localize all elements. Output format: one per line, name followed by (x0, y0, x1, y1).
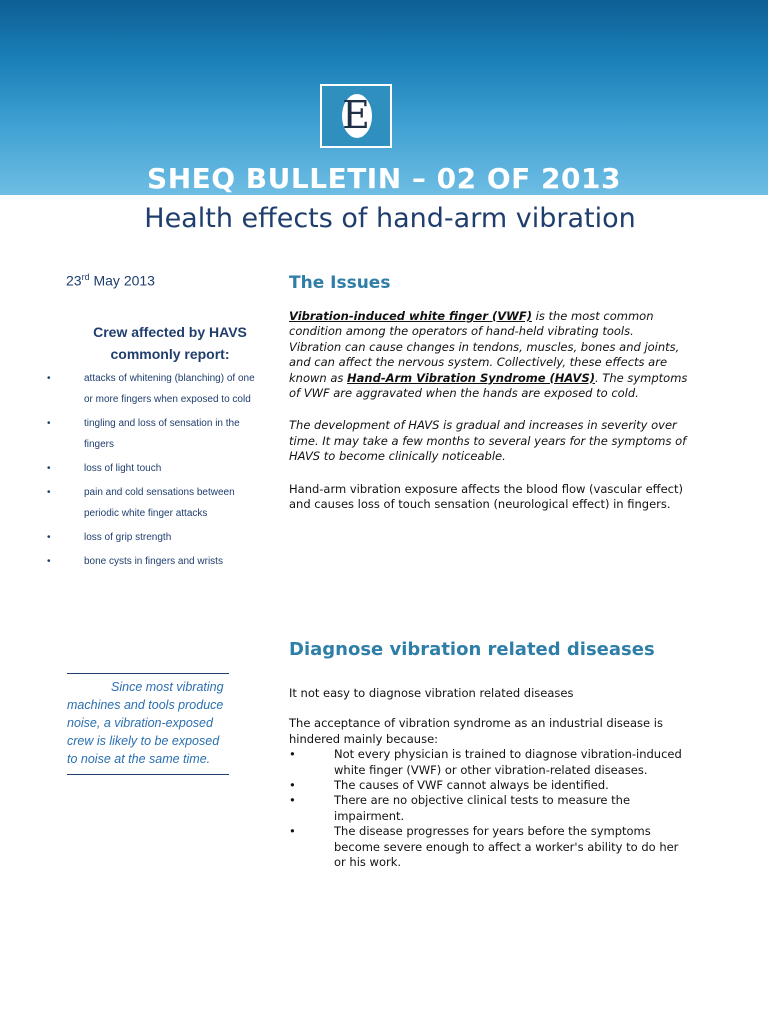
crew-heading: Crew affected by HAVS commonly report: (93, 324, 247, 362)
header-banner (0, 0, 768, 195)
bullet-dot: • (47, 556, 51, 567)
symptom-item (47, 527, 262, 548)
diagnose-item-text: The causes of VWF cannot always be identified. (334, 778, 609, 793)
symptom-text: bone cysts in fingers and wrists (84, 556, 223, 567)
bullet-dot: • (47, 373, 51, 384)
date-suffix: rd (81, 272, 90, 282)
company-logo (320, 84, 392, 148)
bullet-dot: • (289, 778, 296, 793)
diagnose-intro: It not easy to diagnose vibration related diseases (289, 686, 574, 700)
diagnose-body (289, 686, 689, 870)
symptom-item (47, 482, 262, 524)
date-day: 23 (66, 272, 82, 289)
noise-callout (67, 673, 229, 775)
symptom-text: loss of light touch (84, 463, 162, 474)
symptom-text: loss of grip strength (84, 532, 172, 543)
bulletin-subtitle: Health effects of hand-arm vibration (144, 203, 636, 234)
diagnose-item-text: The disease progresses for years before the symptoms become severe enough to affect a worker's ability to do her or his work. (334, 824, 679, 870)
symptom-item (47, 458, 262, 479)
symptom-item (47, 368, 262, 410)
symptom-text: tingling and loss of sensation in the fingers (84, 418, 240, 450)
callout-body: Since most vibrating machines and tools produce noise, a vibration-exposed crew is likely to be exposed to noise at the same time. (67, 680, 224, 766)
issues-p1-text-a: is the most common condition among the operators of hand-held vibrating tools. Vibration can cause changes in tendons, muscles, bones and joints, and can affect the nervous system. Collectively, these effects are known as (289, 309, 680, 385)
bullet-dot: • (47, 463, 51, 474)
date-month-year: May 2013 (89, 272, 155, 289)
diagnose-item (289, 778, 689, 793)
diagnose-item (289, 747, 689, 778)
term-havs: Hand-Arm Vibration Syndrome (HAVS) (347, 370, 595, 385)
symptom-text: attacks of whitening (blanching) of one or more fingers when exposed to cold (84, 373, 255, 405)
term-vwf: Vibration-induced white finger (VWF) (289, 309, 532, 323)
bulletin-date (66, 272, 155, 289)
bullet-dot: • (289, 747, 296, 762)
symptom-item (47, 551, 262, 572)
issues-p1-text-b: . The symptoms of VWF are aggravated when the hands are exposed to cold. (289, 370, 688, 401)
bullet-dot: • (47, 418, 51, 429)
callout-text (67, 678, 229, 768)
issues-paragraph-3: Hand-arm vibration exposure affects the blood flow (vascular effect) and causes loss of touch sensation (neurological effect) in fingers. (289, 481, 683, 512)
logo-letter: E (342, 93, 370, 137)
issues-heading: The Issues (289, 273, 391, 293)
bullet-dot: • (289, 793, 296, 808)
symptom-list (47, 368, 262, 575)
symptom-item (47, 413, 262, 455)
diagnose-list (289, 747, 689, 870)
diagnose-heading: Diagnose vibration related diseases (289, 639, 655, 660)
bullet-dot: • (47, 487, 51, 498)
bulletin-title: SHEQ BULLETIN – 02 OF 2013 (147, 162, 621, 195)
diagnose-item-text: Not every physician is trained to diagnose vibration-induced white finger (VWF) or other vibration-related diseases. (334, 747, 682, 777)
issues-body (289, 309, 689, 529)
bullet-dot: • (47, 532, 51, 543)
diagnose-item-text: There are no objective clinical tests to measure the impairment. (334, 793, 631, 823)
bullet-dot: • (289, 824, 296, 839)
issues-paragraph-1 (289, 309, 689, 401)
diagnose-item (289, 824, 689, 870)
symptom-text: pain and cold sensations between periodic white finger attacks (84, 487, 235, 519)
diagnose-lead: The acceptance of vibration syndrome as an industrial disease is hindered mainly because: (289, 716, 663, 746)
issues-paragraph-2: The development of HAVS is gradual and increases in severity over time. It may take a few months to several years for the symptoms of HAVS to become clinically noticeable. (289, 418, 687, 464)
diagnose-item (289, 793, 689, 824)
